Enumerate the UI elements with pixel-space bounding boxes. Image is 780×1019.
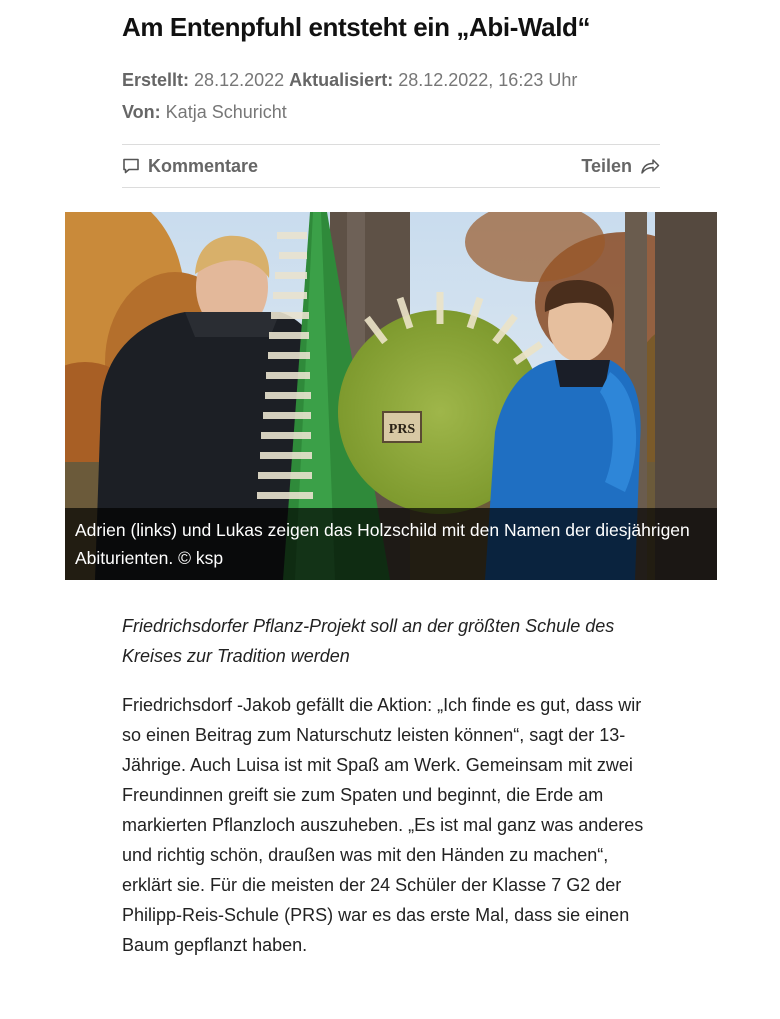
share-arrow-icon — [640, 157, 660, 175]
created-label: Erstellt: — [122, 70, 190, 90]
image-caption: Adrien (links) und Lukas zeigen das Holzschild mit den Namen der diesjährigen Abiturienten. © ksp — [65, 508, 717, 580]
comment-icon — [122, 157, 140, 175]
share-button[interactable] — [581, 156, 660, 177]
article-lead: Friedrichsdorfer Pflanz-Projekt soll an der größten Schule des Kreises zur Tradition werden — [122, 616, 615, 666]
author-line — [122, 96, 660, 128]
article-image — [65, 212, 717, 580]
article-meta — [122, 64, 660, 128]
date-line — [122, 64, 660, 96]
sign-label: PRS — [388, 422, 416, 437]
comments-label: Kommentare — [148, 155, 259, 176]
created-value: 28.12.2022 — [194, 70, 285, 90]
article-paragraph: Friedrichsdorf -Jakob gefällt die Aktion: „Ich finde es gut, dass wir so einen Beitrag zum Naturschutz leisten können“, sagt der 13-Jährige. Auch Luisa ist mit Spaß am Werk. Gemeinsam mit zwei Freundinnen greift sie zum Spaten und beginnt, die Erde am markierten Pflanzloch auszuheben. „Es ist mal ganz was anderes und richtig schön, draußen was mit den Händen zu machen“, erklärt sie. Für die meisten der 24 Schüler der Klasse 7 G2 der Philipp-Reis-Schule (PRS) war es das erste Mal, dass sie einen Baum gepflanzt haben. — [122, 695, 644, 955]
comments-button[interactable] — [122, 156, 258, 177]
author-value: Katja Schuricht — [165, 102, 287, 122]
author-label: Von: — [122, 102, 161, 122]
article-title: Am Entenpfuhl entsteht ein „Abi-Wald“ — [122, 12, 591, 42]
updated-label: Aktualisiert: — [289, 70, 394, 90]
share-label: Teilen — [581, 155, 632, 176]
updated-value: 28.12.2022, 16:23 Uhr — [398, 70, 578, 90]
article-actions-bar — [122, 144, 660, 188]
